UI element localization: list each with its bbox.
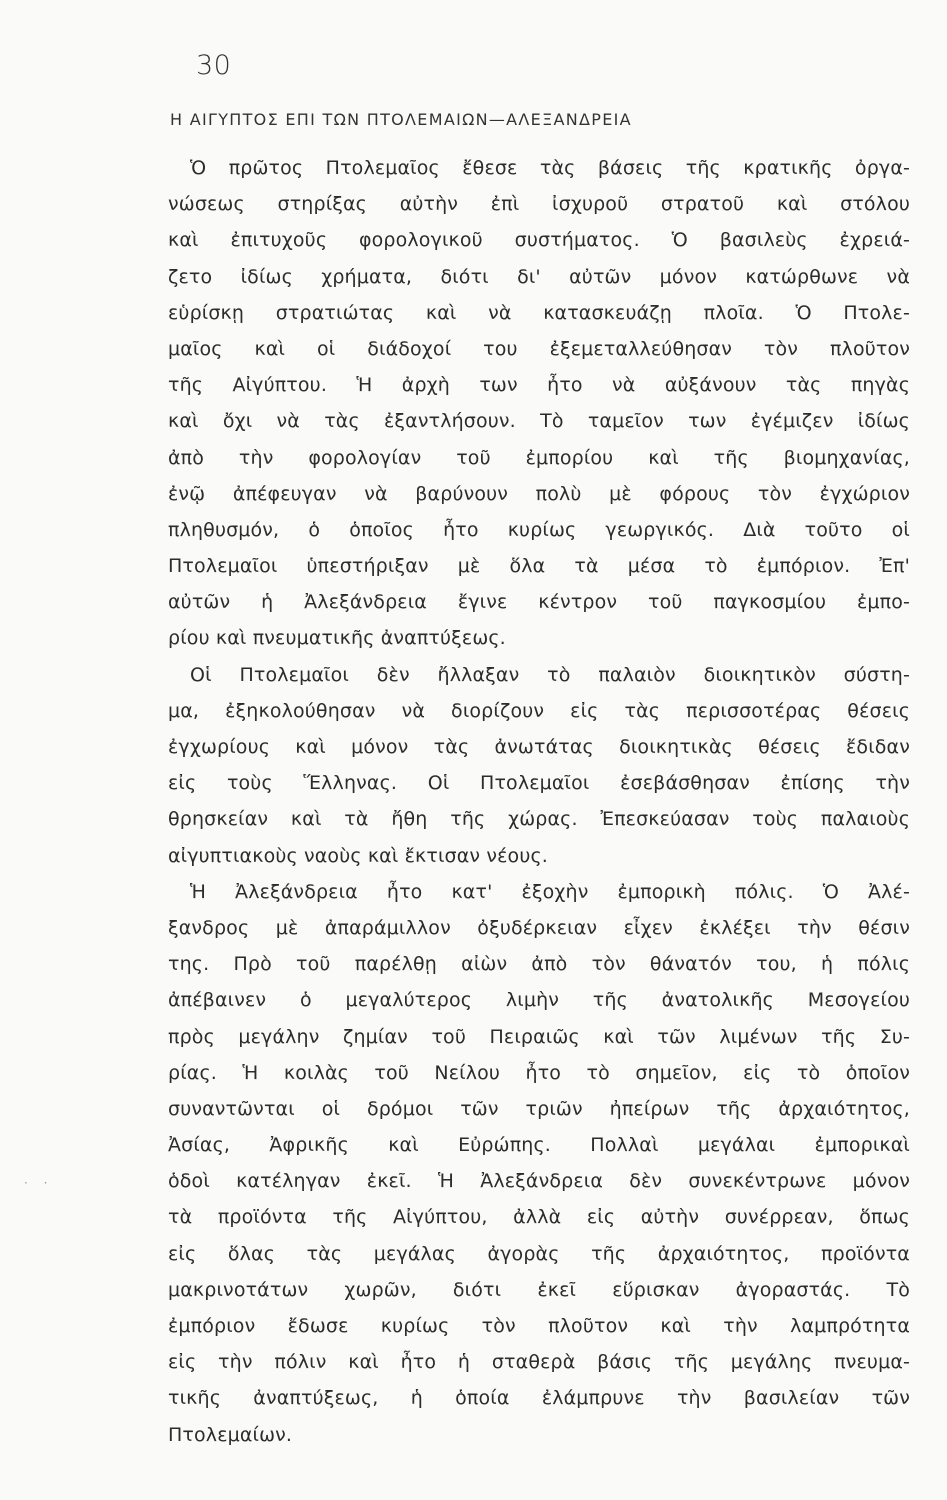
text-line: τικῆς ἀναπτύξεως, ἡ ὁποία ἐλάμπρυνε τὴν βασιλείαν τῶν [168,1387,910,1410]
text-line: της. Πρὸ τοῦ παρέλθῃ αἰὼν ἀπὸ τὸν θάνατόν του, ἡ πόλις [168,953,910,976]
text-line: εὑρίσκῃ στρατιώτας καὶ νὰ κατασκευάζῃ πλοῖα. Ὁ Πτολε- [168,301,910,324]
text-line: αἰγυπτιακοὺς ναοὺς καὶ ἔκτισαν νέους. [168,844,548,867]
text-line: ζετο ἰδίως χρήματα, διότι δι' αὐτῶν μόνον κατώρθωνε νὰ [168,265,910,288]
text-line: συναντῶνται οἱ δρόμοι τῶν τριῶν ἠπείρων τῆς ἀρχαιότητος, [168,1097,910,1120]
text-line: Οἱ Πτολεμαῖοι δὲν ἤλλαξαν τὸ παλαιὸν διοικητικὸν σύστη- [190,663,910,686]
text-line: Ὁ πρῶτος Πτολεμαῖος ἔθεσε τὰς βάσεις τῆς κρατικῆς ὀργα- [190,157,910,179]
text-line: καὶ ἐπιτυχοῦς φορολογικοῦ συστήματος. Ὁ βασιλεὺς ἐχρειά- [168,229,910,252]
text-line: αὐτῶν ἡ Ἀλεξάνδρεια ἔγινε κέντρον τοῦ παγκοσμίου ἐμπο- [168,591,910,614]
text-line: εἰς τοὺς Ἕλληνας. Οἱ Πτολεμαῖοι ἐσεβάσθησαν ἐπίσης τὴν [168,772,910,795]
text-line: πληθυσμόν, ὁ ὁποῖος ἦτο κυρίως γεωργικός. Διὰ τοῦτο οἱ [168,518,910,541]
page-number: 30 [196,50,232,81]
paragraph-2 [168,657,910,874]
text-line: ξανδρος μὲ ἀπαράμιλλον ὀξυδέρκειαν εἶχεν ἐκλέξει τὴν θέσιν [168,916,910,939]
text-line: Πτολεμαίων. [168,1423,293,1446]
margin-mark: · · [24,1176,54,1190]
text-line: ἐγχωρίους καὶ μόνον τὰς ἀνωτάτας διοικητικὰς θέσεις ἔδιδαν [168,736,910,758]
text-line: εἰς ὅλας τὰς μεγάλας ἀγορὰς τῆς ἀρχαιότητος, προϊόντα [168,1242,910,1265]
text-line: ἐμπόριον ἔδωσε κυρίως τὸν πλοῦτον καὶ τὴν λαμπρότητα [168,1315,910,1337]
text-line: ρίου καὶ πνευματικῆς ἀναπτύξεως. [168,627,506,650]
text-line: πρὸς μεγάλην ζημίαν τοῦ Πειραιῶς καὶ τῶν λιμένων τῆς Συ- [168,1025,910,1048]
text-line: ἀπέβαινεν ὁ μεγαλύτερος λιμὴν τῆς ἀνατολικῆς Μεσογείου [168,989,910,1012]
text-line: Ἡ Ἀλεξάνδρεια ἦτο κατ' ἐξοχὴν ἐμπορικὴ πόλις. Ὁ Ἀλέ- [190,880,910,903]
text-line: καὶ ὄχι νὰ τὰς ἐξαντλήσουν. Τὸ ταμεῖον των ἐγέμιζεν ἰδίως [168,410,910,433]
text-line: Πτολεμαῖοι ὑπεστήριξαν μὲ ὅλα τὰ μέσα τὸ ἐμπόριον. Ἐπ' [168,555,910,578]
text-body [168,150,910,1453]
text-line: ἀπὸ τὴν φορολογίαν τοῦ ἐμπορίου καὶ τῆς βιομηχανίας, [168,446,910,469]
text-line: εἰς τὴν πόλιν καὶ ἦτο ἡ σταθερὰ βάσις τῆς μεγάλης πνευμα- [168,1351,910,1374]
text-line: τὰ προϊόντα τῆς Αἰγύπτου, ἀλλὰ εἰς αὐτὴν συνέρρεαν, ὅπως [168,1206,910,1229]
running-head: Η ΑΙΓΥΠΤΟΣ ΕΠΙ ΤΩΝ ΠΤΟΛΕΜΑΙΩΝ—ΑΛΕΞΑΝΔΡΕΙΑ [170,110,632,129]
text-line: μαῖος καὶ οἱ διάδοχοί του ἐξεμεταλλεύθησαν τὸν πλοῦτον [168,337,910,360]
text-line: Ἀσίας, Ἀφρικῆς καὶ Εὐρώπης. Πολλαὶ μεγάλαι ἐμπορικαὶ [168,1134,910,1157]
text-line: μακρινοτάτων χωρῶν, διότι ἐκεῖ εὕρισκαν ἀγοραστάς. Τὸ [168,1278,910,1301]
text-line: ἐνῷ ἀπέφευγαν νὰ βαρύνουν πολὺ μὲ φόρους τὸν ἐγχώριον [168,482,910,505]
text-line: ὁδοὶ κατέληγαν ἐκεῖ. Ἡ Ἀλεξάνδρεια δὲν συνεκέντρωνε μόνον [168,1170,910,1193]
text-line: μα, ἐξηκολούθησαν νὰ διορίζουν εἰς τὰς περισσοτέρας θέσεις [168,699,910,722]
text-line: τῆς Αἰγύπτου. Ἡ ἀρχὴ των ἦτο νὰ αὐξάνουν τὰς πηγὰς [168,374,910,397]
text-line: ρίας. Ἡ κοιλὰς τοῦ Νείλου ἦτο τὸ σημεῖον, εἰς τὸ ὁποῖον [168,1061,910,1084]
paragraph-3 [168,874,910,1453]
text-line: θρησκείαν καὶ τὰ ἤθη τῆς χώρας. Ἐπεσκεύασαν τοὺς παλαιοὺς [168,808,910,831]
paragraph-1 [168,150,910,657]
text-line: νώσεως στηρίξας αὐτὴν ἐπὶ ἰσχυροῦ στρατοῦ καὶ στόλου [168,193,910,216]
